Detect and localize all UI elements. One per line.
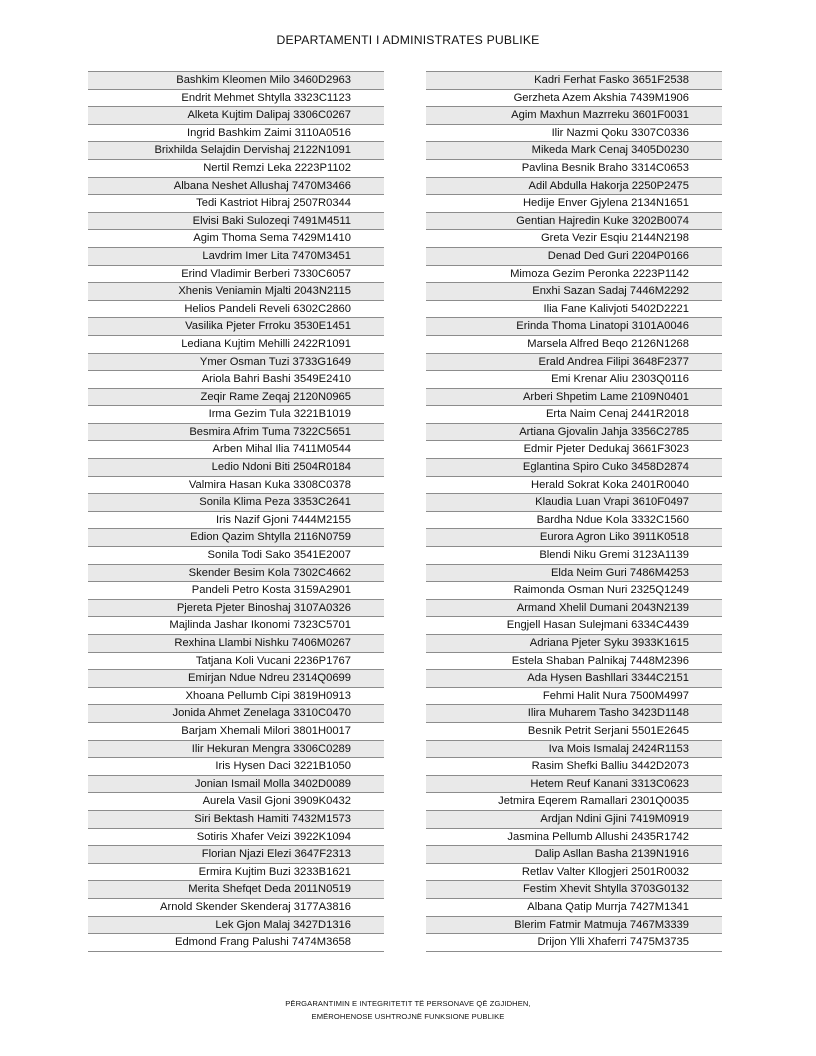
list-item: Gerzheta Azem Akshia 7439M1906 [426, 90, 722, 108]
list-item: Tatjana Koli Vucani 2236P1767 [88, 653, 384, 671]
list-item: Klaudia Luan Vrapi 3610F0497 [426, 494, 722, 512]
list-item: Edion Qazim Shtylla 2116N0759 [88, 529, 384, 547]
list-item: Ada Hysen Bashllari 3344C2151 [426, 670, 722, 688]
list-item: Jasmina Pellumb Allushi 2435R1742 [426, 829, 722, 847]
right-name-list [426, 71, 722, 952]
list-item: Albana Qatip Murrja 7427M1341 [426, 899, 722, 917]
list-item: Tedi Kastriot Hibraj 2507R0344 [88, 195, 384, 213]
list-item: Lediana Kujtim Mehilli 2422R1091 [88, 336, 384, 354]
left-name-list [88, 71, 384, 952]
list-item: Majlinda Jashar Ikonomi 7323C5701 [88, 617, 384, 635]
list-item: Bardha Ndue Kola 3332C1560 [426, 512, 722, 530]
list-item: Besnik Petrit Serjani 5501E2645 [426, 723, 722, 741]
list-item: Eglantina Spiro Cuko 3458D2874 [426, 459, 722, 477]
list-item: Arben Mihal Ilia 7411M0544 [88, 441, 384, 459]
list-item: Rexhina Llambi Nishku 7406M0267 [88, 635, 384, 653]
list-item: Herald Sokrat Koka 2401R0040 [426, 477, 722, 495]
list-item: Sonila Klima Peza 3353C2641 [88, 494, 384, 512]
list-item: Helios Pandeli Reveli 6302C2860 [88, 301, 384, 319]
list-item: Engjell Hasan Sulejmani 6334C4439 [426, 617, 722, 635]
page-title: DEPARTAMENTI I ADMINISTRATES PUBLIKE [276, 33, 540, 47]
list-item: Lek Gjon Malaj 3427D1316 [88, 917, 384, 935]
list-item: Emirjan Ndue Ndreu 2314Q0699 [88, 670, 384, 688]
list-item: Sotiris Xhafer Veizi 3922K1094 [88, 829, 384, 847]
list-item: Ilir Hekuran Mengra 3306C0289 [88, 741, 384, 759]
list-item: Erind Vladimir Berberi 7330C6057 [88, 266, 384, 284]
list-item: Xhenis Veniamin Mjalti 2043N2115 [88, 283, 384, 301]
list-item: Blendi Niku Gremi 3123A1139 [426, 547, 722, 565]
list-item: Erald Andrea Filipi 3648F2377 [426, 354, 722, 372]
list-item: Elda Neim Guri 7486M4253 [426, 565, 722, 583]
list-item: Vasilika Pjeter Frroku 3530E1451 [88, 318, 384, 336]
list-item: Dalip Asllan Basha 2139N1916 [426, 846, 722, 864]
list-item: Bashkim Kleomen Milo 3460D2963 [88, 72, 384, 90]
list-item: Kadri Ferhat Fasko 3651F2538 [426, 72, 722, 90]
footer-line-1: PËRGARANTIMIN E INTEGRITETIT TË PERSONAVE QË ZGJIDHEN, [285, 999, 531, 1008]
list-item: Lavdrim Imer Lita 7470M3451 [88, 248, 384, 266]
list-item: Adriana Pjeter Syku 3933K1615 [426, 635, 722, 653]
list-item: Enxhi Sazan Sadaj 7446M2292 [426, 283, 722, 301]
list-item: Jonida Ahmet Zenelaga 3310C0470 [88, 705, 384, 723]
list-item: Blerim Fatmir Matmuja 7467M3339 [426, 917, 722, 935]
list-item: Armand Xhelil Dumani 2043N2139 [426, 600, 722, 618]
list-item: Iris Nazif Gjoni 7444M2155 [88, 512, 384, 530]
list-item: Nertil Remzi Leka 2223P1102 [88, 160, 384, 178]
list-item: Retlav Valter Kllogjeri 2501R0032 [426, 864, 722, 882]
list-item: Eurora Agron Liko 3911K0518 [426, 529, 722, 547]
list-item: Estela Shaban Palnikaj 7448M2396 [426, 653, 722, 671]
list-item: Fehmi Halit Nura 7500M4997 [426, 688, 722, 706]
list-item: Edmir Pjeter Dedukaj 3661F3023 [426, 441, 722, 459]
list-item: Skender Besim Kola 7302C4662 [88, 565, 384, 583]
list-item: Florian Njazi Elezi 3647F2313 [88, 846, 384, 864]
list-item: Ariola Bahri Bashi 3549E2410 [88, 371, 384, 389]
list-item: Iris Hysen Daci 3221B1050 [88, 758, 384, 776]
list-item: Irma Gezim Tula 3221B1019 [88, 406, 384, 424]
list-item: Hedije Enver Gjylena 2134N1651 [426, 195, 722, 213]
list-item: Pjereta Pjeter Binoshaj 3107A0326 [88, 600, 384, 618]
list-item: Artiana Gjovalin Jahja 3356C2785 [426, 424, 722, 442]
list-item: Elvisi Baki Sulozeqi 7491M4511 [88, 213, 384, 231]
list-item: Brixhilda Selajdin Dervishaj 2122N1091 [88, 142, 384, 160]
list-item: Festim Xhevit Shtylla 3703G0132 [426, 881, 722, 899]
list-item: Jonian Ismail Molla 3402D0089 [88, 776, 384, 794]
list-item: Arnold Skender Skenderaj 3177A3816 [88, 899, 384, 917]
list-item: Denad Ded Guri 2204P0166 [426, 248, 722, 266]
list-item: Ledio Ndoni Biti 2504R0184 [88, 459, 384, 477]
list-item: Marsela Alfred Beqo 2126N1268 [426, 336, 722, 354]
list-item: Iva Mois Ismalaj 2424R1153 [426, 741, 722, 759]
list-item: Rasim Shefki Balliu 3442D2073 [426, 758, 722, 776]
list-item: Xhoana Pellumb Cipi 3819H0913 [88, 688, 384, 706]
list-item: Mikeda Mark Cenaj 3405D0230 [426, 142, 722, 160]
footer-line-2: EMËROHENOSE USHTROJNË FUNKSIONE PUBLIKE [311, 1012, 505, 1021]
list-item: Alketa Kujtim Dalipaj 3306C0267 [88, 107, 384, 125]
list-item: Ingrid Bashkim Zaimi 3110A0516 [88, 125, 384, 143]
footer-text [0, 997, 816, 1023]
list-item: Edmond Frang Palushi 7474M3658 [88, 934, 384, 952]
list-item: Agim Maxhun Mazrreku 3601F0031 [426, 107, 722, 125]
list-item: Aurela Vasil Gjoni 3909K0432 [88, 793, 384, 811]
list-item: Barjam Xhemali Milori 3801H0017 [88, 723, 384, 741]
list-item: Sonila Todi Sako 3541E2007 [88, 547, 384, 565]
list-item: Hetem Reuf Kanani 3313C0623 [426, 776, 722, 794]
list-item: Pandeli Petro Kosta 3159A2901 [88, 582, 384, 600]
list-item: Arberi Shpetim Lame 2109N0401 [426, 389, 722, 407]
list-item: Raimonda Osman Nuri 2325Q1249 [426, 582, 722, 600]
list-item: Ilia Fane Kalivjoti 5402D2221 [426, 301, 722, 319]
list-item: Drijon Ylli Xhaferri 7475M3735 [426, 934, 722, 952]
list-item: Endrit Mehmet Shtylla 3323C1123 [88, 90, 384, 108]
list-item: Agim Thoma Sema 7429M1410 [88, 230, 384, 248]
list-item: Ilira Muharem Tasho 3423D1148 [426, 705, 722, 723]
list-item: Erta Naim Cenaj 2441R2018 [426, 406, 722, 424]
list-item: Erinda Thoma Linatopi 3101A0046 [426, 318, 722, 336]
list-item: Besmira Afrim Tuma 7322C5651 [88, 424, 384, 442]
list-item: Ymer Osman Tuzi 3733G1649 [88, 354, 384, 372]
list-item: Merita Shefqet Deda 2011N0519 [88, 881, 384, 899]
list-item: Greta Vezir Esqiu 2144N2198 [426, 230, 722, 248]
list-item: Siri Bektash Hamiti 7432M1573 [88, 811, 384, 829]
list-item: Albana Neshet Allushaj 7470M3466 [88, 178, 384, 196]
list-item: Ermira Kujtim Buzi 3233B1621 [88, 864, 384, 882]
list-item: Valmira Hasan Kuka 3308C0378 [88, 477, 384, 495]
list-item: Ardjan Ndini Gjini 7419M0919 [426, 811, 722, 829]
list-item: Pavlina Besnik Braho 3314C0653 [426, 160, 722, 178]
list-item: Mimoza Gezim Peronka 2223P1142 [426, 266, 722, 284]
list-item: Gentian Hajredin Kuke 3202B0074 [426, 213, 722, 231]
list-item: Jetmira Eqerem Ramallari 2301Q0035 [426, 793, 722, 811]
list-item: Emi Krenar Aliu 2303Q0116 [426, 371, 722, 389]
list-item: Adil Abdulla Hakorja 2250P2475 [426, 178, 722, 196]
list-item: Zeqir Rame Zeqaj 2120N0965 [88, 389, 384, 407]
list-item: Ilir Nazmi Qoku 3307C0336 [426, 125, 722, 143]
